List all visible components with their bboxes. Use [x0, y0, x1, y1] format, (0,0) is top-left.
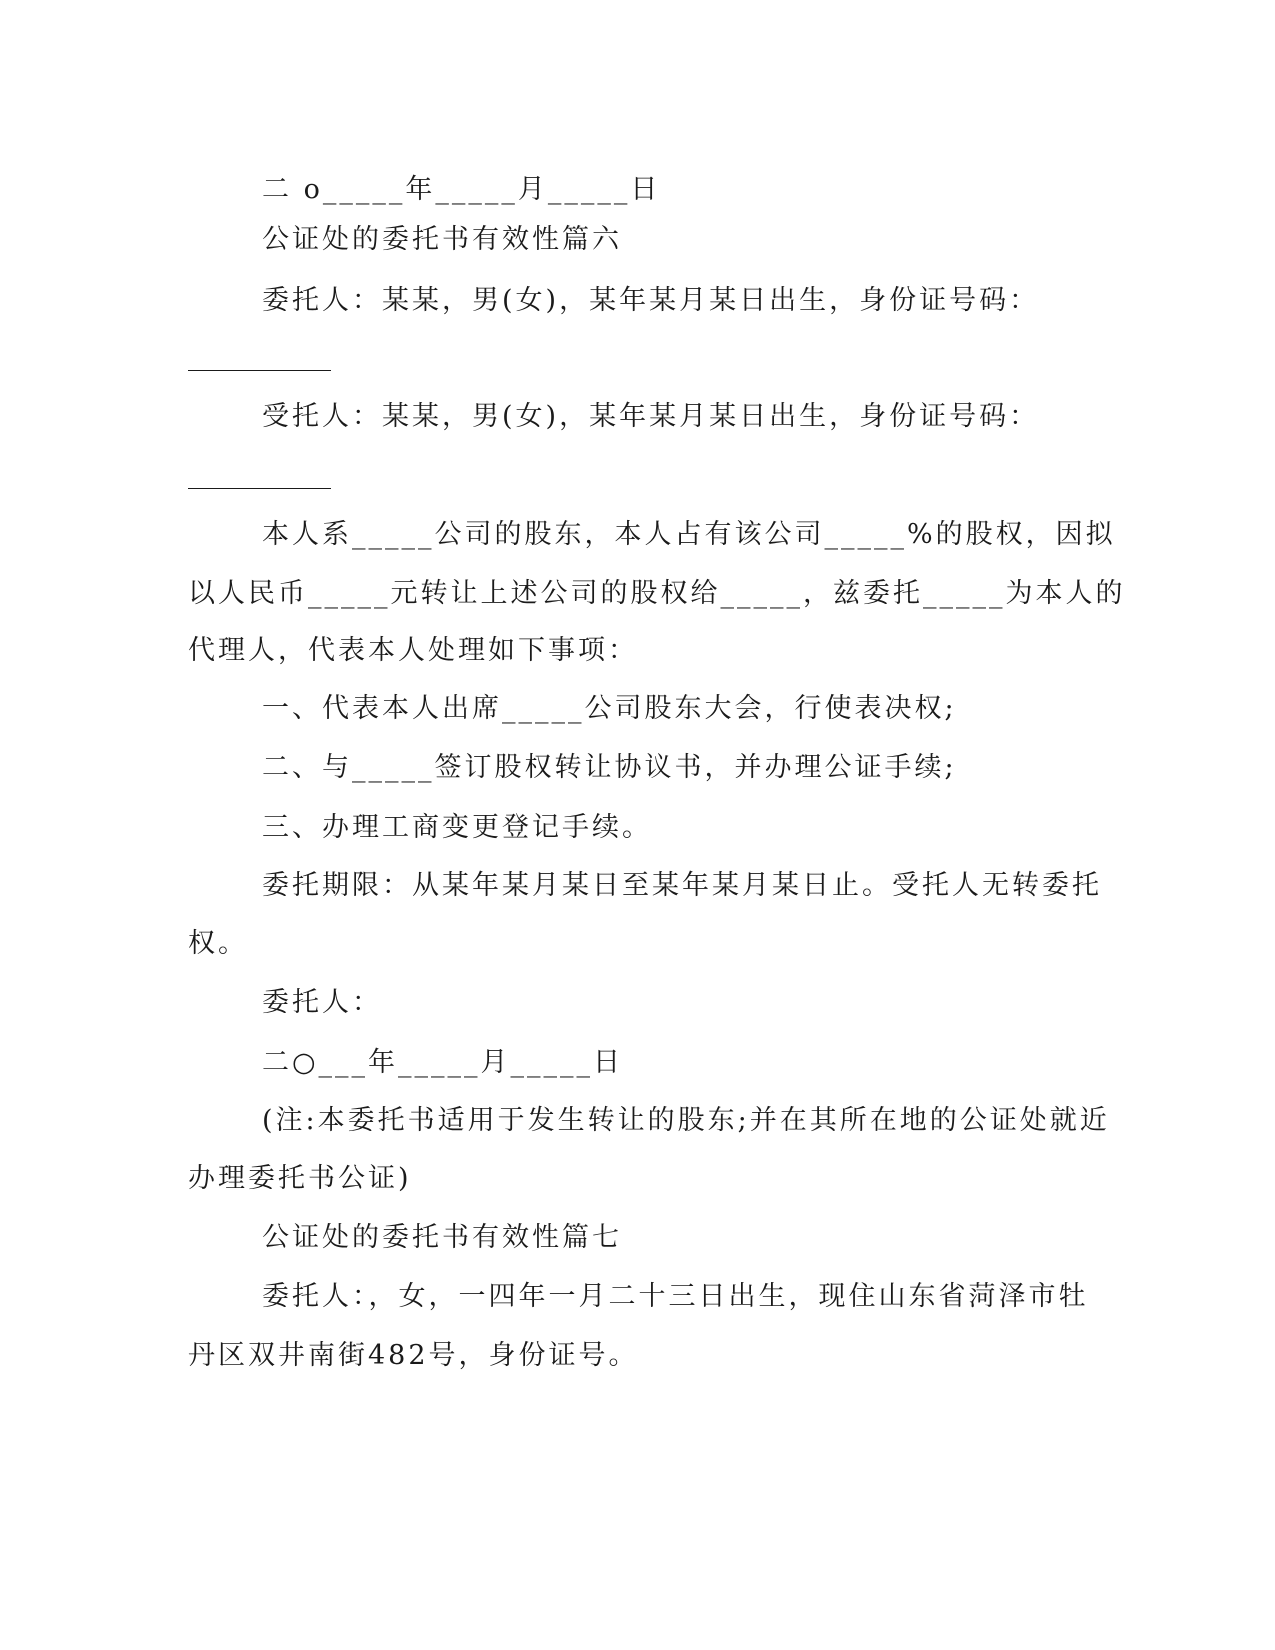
- body-paragraph-line-1: 本人系_____公司的股东，本人占有该公司_____%的股权，因拟: [262, 519, 1116, 550]
- body-paragraph-line-3: 代理人，代表本人处理如下事项：: [188, 635, 638, 666]
- term-line-2: 权。: [188, 928, 248, 959]
- note-line-2: 办理委托书公证): [188, 1163, 412, 1194]
- item-three: 三、办理工商变更登记手续。: [262, 812, 652, 843]
- principal-detail-line-2: 丹区双井南街482号，身份证号。: [188, 1340, 639, 1371]
- principal-detail-line-1: 委托人：，女，一四年一月二十三日出生，现住山东省菏泽市牡: [262, 1281, 1089, 1312]
- body-paragraph-line-2: 以人民币_____元转让上述公司的股权给_____，兹委托_____为本人的: [188, 578, 1126, 609]
- id-number-blank-2: [188, 488, 331, 489]
- term-line-1: 委托期限：从某年某月某日至某年某月某日止。受托人无转委托: [262, 870, 1102, 901]
- date-line-1: 二 o_____年_____月_____日: [262, 174, 661, 205]
- section-heading-7: 公证处的委托书有效性篇七: [262, 1222, 622, 1253]
- principal-signature-label: 委托人：: [262, 987, 382, 1018]
- principal-info: 委托人：某某，男(女)，某年某月某日出生，身份证号码：: [262, 285, 1040, 316]
- item-two: 二、与_____签订股权转让协议书，并办理公证手续;: [262, 752, 957, 783]
- section-heading-6: 公证处的委托书有效性篇六: [262, 224, 622, 255]
- date-line-2: 二○___年_____月_____日: [262, 1047, 624, 1078]
- item-one: 一、代表本人出席_____公司股东大会，行使表决权;: [262, 693, 957, 724]
- agent-info: 受托人：某某，男(女)，某年某月某日出生，身份证号码：: [262, 401, 1040, 432]
- id-number-blank-1: [188, 370, 331, 371]
- note-line-1: (注:本委托书适用于发生转让的股东;并在其所在地的公证处就近: [262, 1105, 1110, 1136]
